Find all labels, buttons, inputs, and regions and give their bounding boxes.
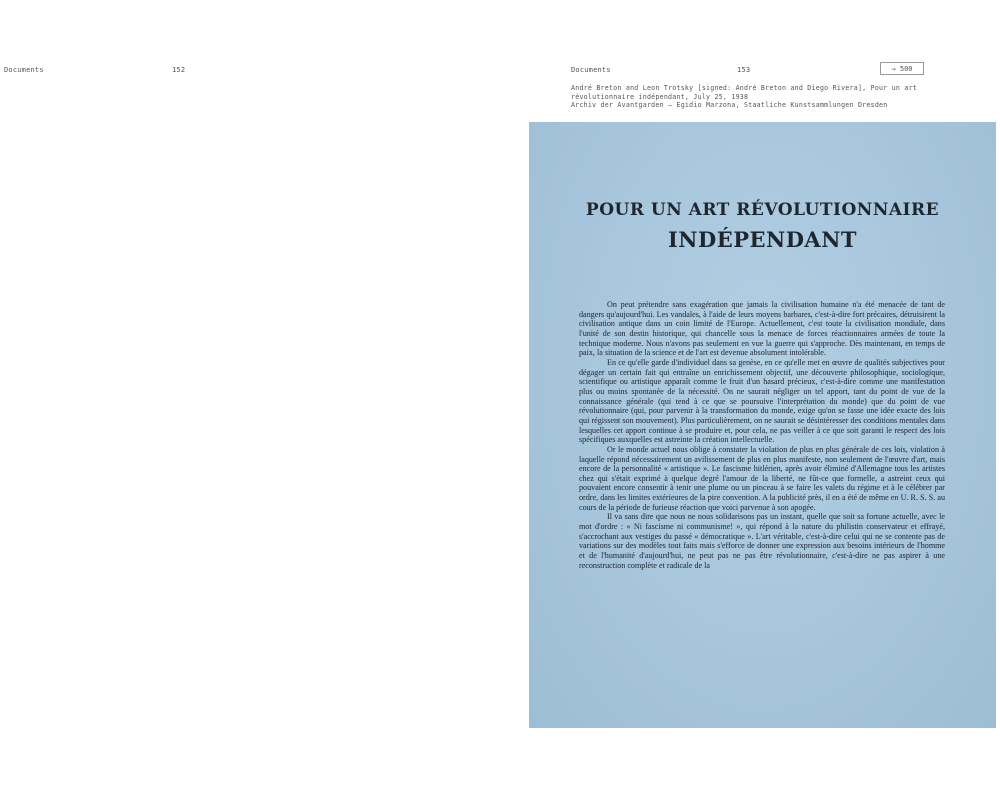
caption-line: révolutionnaire indépendant, July 25, 1938 [571,92,749,101]
document-paragraph: Il va sans dire que nous ne nous solidarisons pas un instant, quelle que soit sa fortune actuelle, avec le mot d'ordre : « Ni fascisme ni communisme! », qui répond à la nature du philistin conservateur et effrayé, s'accrochant aux vestiges du passé « démocratique ». L'art véritable, c'est-à-dire celui qui ne se contente pas de variations sur des modèles tout faits mais s'efforce de donner une expression aux besoins intérieurs de l'homme et de l'humanité d'aujourd'hui, ne peut pas ne pas être révolutionnaire, c'est-à-dire ne pas aspirer à une reconstruction complète et radicale de la [579,512,945,570]
image-caption [571,84,971,110]
running-head-section: Documents [4,66,44,74]
document-scan [529,122,996,728]
page-number: 153 [737,66,751,74]
caption-line: André Breton and Leon Trotsky [signed: André Breton and Diego Rivera], Pour un art [571,84,918,92]
document-paragraph: Or le monde actuel nous oblige à constater la violation de plus en plus générale de ces lois, violation à laquelle répond nécessairement un avilissement de plus en plus manifeste, non seulement de l'œuvre d'art, mais encore de la personnalité « artistique ». Le fascisme hitlérien, après avoir éliminé d'Allemagne tous les artistes chez qui s'était exprimé à quelque degré l'amour de la liberté, ne fût-ce que formelle, a astreint ceux qui pouvaient encore consentir à tenir une plume ou un pinceau à se faire les valets du régime et à le célébrer par ordre, dans les limites extérieures de la pire convention. A la publicité près, il en a été de même en U. R. S. S. au cours de la période de furieuse réaction que voici parvenue à son apogée. [579,444,945,512]
document-paragraph: On peut prétendre sans exagération que jamais la civilisation humaine n'a été menacée de tant de dangers qu'aujourd'hui. Les vandales, à l'aide de leurs moyens barbares, c'est-à-dire fort précaires, détruisirent la civilisation antique dans un coin limité de l'Europe. Actuellement, c'est toute la civilisation mondiale, dans l'unité de son destin historique, qui chancelle sous la menace de forces réactionnaires armées de toute la technique moderne. Nous n'avons pas seulement en vue la guerre qui s'approche. Dès maintenant, en temps de paix, la situation de la science et de l'art est devenue absolument intolérable. [579,300,945,358]
document-title-line2: INDÉPENDANT [667,227,858,252]
document-title-line1: POUR UN ART RÉVOLUTIONNAIRE [585,200,940,220]
running-head-section: Documents [571,66,611,74]
caption-line: Archiv der Avantgarden – Egidio Marzona, Staatliche Kunstsammlungen Dresden [571,101,888,110]
document-body [579,300,945,570]
cross-reference-link[interactable]: → 500 [880,62,924,75]
page-number: 152 [172,66,186,74]
document-paragraph: En ce qu'elle garde d'individuel dans sa genèse, en ce qu'elle met en œuvre de qualités subjectives pour dégager un certain fait qui entraîne un enrichissement objectif, une découverte philosophique, sociologique, scientifique ou artistique apparaît comme le fruit d'un hasard précieux, c'est-à-dire comme une manifestation plus ou moins spontanée de la nécessité. On ne saurait négliger un tel apport, tant du point de vue de la connaissance générale (qui tend à ce que se poursuive l'interprétation du monde) que du point de vue révolutionnaire (qui, pour parvenir à la transformation du monde, exige qu'on se fasse une idée exacte des lois qui régissent son mouvement). Plus particulièrement, on ne saurait se désintéresser des conditions mentales dans lesquelles cet apport continue à se produire et, pour cela, ne pas veiller à ce que soit garanti le respect des lois spécifiques auxquelles est astreinte la création intellectuelle. [579,357,945,445]
